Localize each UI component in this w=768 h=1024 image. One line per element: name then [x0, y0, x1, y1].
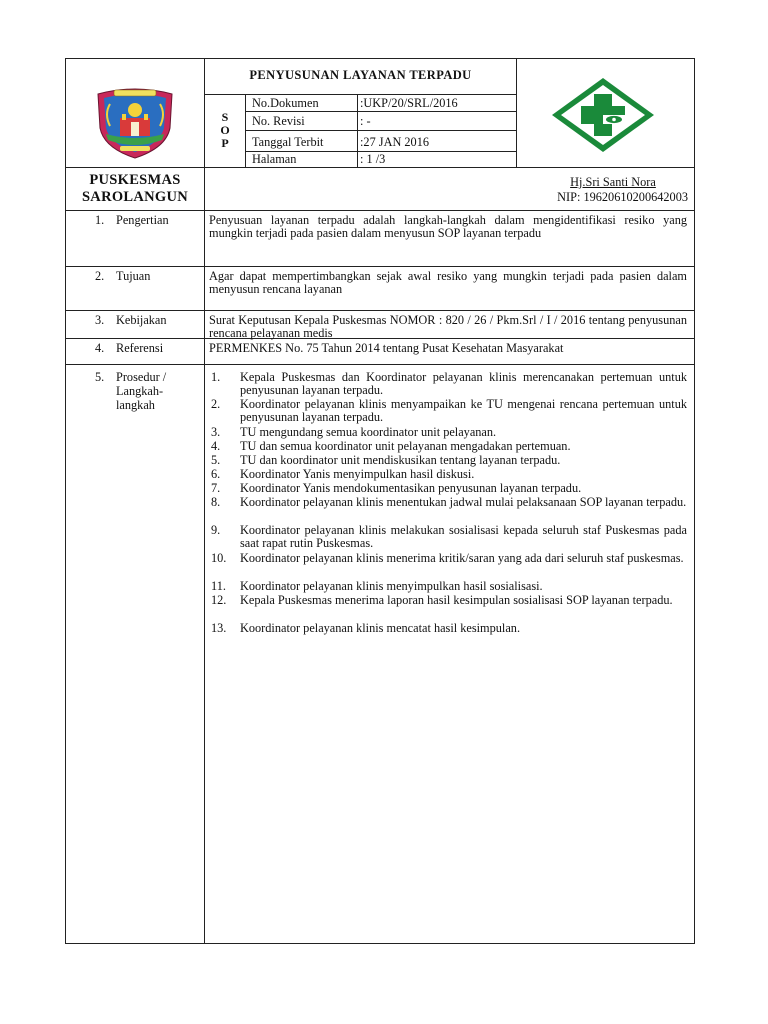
step-number: 11.: [211, 579, 226, 593]
signer-nip: NIP: 19620610200642003: [557, 190, 688, 204]
section-label-referensi: Referensi: [116, 341, 164, 355]
step-text: TU dan koordinator unit mendiskusikan tentang layanan terpadu.: [240, 453, 561, 467]
puskesmas-logo: [548, 75, 658, 155]
section-text-pengertian: Penyusuan layanan terpadu adalah langkah-langkah dalam mengidentifikasi resiko yang mungkin terjadi pada pasien dalam menyusun SOP layanan terpadu: [209, 213, 687, 240]
document-title: PENYUSUNAN LAYANAN TERPADU: [249, 68, 472, 82]
step-number: 12.: [211, 593, 227, 607]
step-text: Koordinator pelayanan klinis menentukan jadwal mulai pelaksanaan SOP layanan terpadu.: [240, 495, 687, 509]
section-text-tujuan: Agar dapat mempertimbangkan sejak awal resiko yang mungkin terjadi pada pasien dalam menyusun rencana layanan: [209, 269, 687, 296]
section-number: 4.: [95, 341, 105, 355]
field-row-divider: [245, 111, 517, 112]
step-text: Koordinator pelayanan klinis melakukan sosialisasi kepada seluruh staf Puskesmas pada saat rapat rutin Puskesmas.: [240, 523, 687, 550]
table-border-bottom: [65, 943, 695, 944]
field-value-no-dokumen: :UKP/20/SRL/2016: [360, 96, 458, 110]
section-label-tujuan: Tujuan: [116, 269, 151, 283]
section-divider: [65, 266, 695, 267]
step-number: 10.: [211, 551, 227, 565]
step-text: Koordinator Yanis mendokumentasikan penyusunan layanan terpadu.: [240, 481, 582, 495]
step-number: 3.: [211, 425, 221, 439]
field-label-tanggal-terbit: Tanggal Terbit: [252, 135, 324, 149]
step-number: 1.: [211, 370, 221, 384]
signer-name: Hj.Sri Santi Nora: [570, 175, 656, 189]
sop-letter: P: [221, 136, 229, 150]
sop-letter: S: [221, 110, 229, 124]
title-row-divider: [204, 94, 517, 95]
section-divider: [65, 364, 695, 365]
step-text: Kepala Puskesmas menerima laporan hasil kesimpulan sosialisasi SOP layanan terpadu.: [240, 593, 673, 607]
step-number: 13.: [211, 621, 227, 635]
header-bottom-border: [65, 167, 695, 168]
step-number: 8.: [211, 495, 221, 509]
step-text: TU dan semua koordinator unit pelayanan mengadakan pertemuan.: [240, 439, 571, 453]
green-cross-icon: [548, 75, 658, 155]
section-label-kebijakan: Kebijakan: [116, 313, 167, 327]
step-number: 6.: [211, 467, 221, 481]
step-number: 2.: [211, 397, 221, 411]
section-label-prosedur-line: Langkah-: [116, 384, 164, 398]
section-number: 1.: [95, 213, 105, 227]
step-number: 5.: [211, 453, 221, 467]
section-label-prosedur-line: Prosedur /: [116, 370, 167, 384]
field-value-halaman: : 1 /3: [360, 152, 386, 166]
section-text-referensi: PERMENKES No. 75 Tahun 2014 tentang Pusat Kesehatan Masyarakat: [209, 341, 564, 355]
field-label-no-dokumen: No.Dokumen: [252, 96, 319, 110]
section-text-kebijakan: Surat Keputusan Kepala Puskesmas NOMOR : 820 / 26 / Pkm.Srl / I / 2016 tentang penyusunan rencana pelayanan medis: [209, 313, 687, 340]
step-number: 9.: [211, 523, 221, 537]
section-label-prosedur-line: langkah: [116, 398, 155, 412]
sop-letter: O: [220, 123, 230, 137]
section-number: 5.: [95, 370, 105, 384]
step-text: TU mengundang semua koordinator unit pelayanan.: [240, 425, 497, 439]
step-text: Koordinator Yanis menyimpulkan hasil diskusi.: [240, 467, 475, 481]
kabupaten-logo: [94, 84, 176, 160]
unit-name-line1: PUSKESMAS: [89, 172, 181, 188]
field-value-tanggal-terbit: :27 JAN 2016: [360, 135, 430, 149]
section-divider: [65, 310, 695, 311]
table-border-right: [694, 58, 695, 944]
section-number: 3.: [95, 313, 105, 327]
step-number: 4.: [211, 439, 221, 453]
field-value-no-revisi: : -: [360, 114, 371, 128]
step-text: Koordinator pelayanan klinis mencatat hasil kesimpulan.: [240, 621, 521, 635]
field-label-halaman: Halaman: [252, 152, 297, 166]
unit-row-bottom-border: [65, 210, 695, 211]
kabupaten-crest-icon: [94, 84, 176, 160]
step-text: Koordinator pelayanan klinis menerima kritik/saran yang ada dari seluruh staf puskesmas.: [240, 551, 684, 565]
step-number: 7.: [211, 481, 221, 495]
unit-name-line2: SAROLANGUN: [81, 189, 189, 205]
step-text: Koordinator pelayanan klinis menyimpulkan hasil sosialisasi.: [240, 579, 543, 593]
step-text: Koordinator pelayanan klinis menyampaikan ke TU mengenai rencana pertemuan untuk penyusunan layanan terpadu.: [240, 397, 687, 424]
table-border-top: [65, 58, 695, 59]
field-row-divider: [245, 130, 517, 131]
step-text: Kepala Puskesmas dan Koordinator pelayanan klinis merencanakan pertemuan untuk penyusunan layanan terpadu.: [240, 370, 687, 397]
section-number: 2.: [95, 269, 105, 283]
section-label-pengertian: Pengertian: [116, 213, 169, 227]
field-label-no-revisi: No. Revisi: [252, 114, 305, 128]
